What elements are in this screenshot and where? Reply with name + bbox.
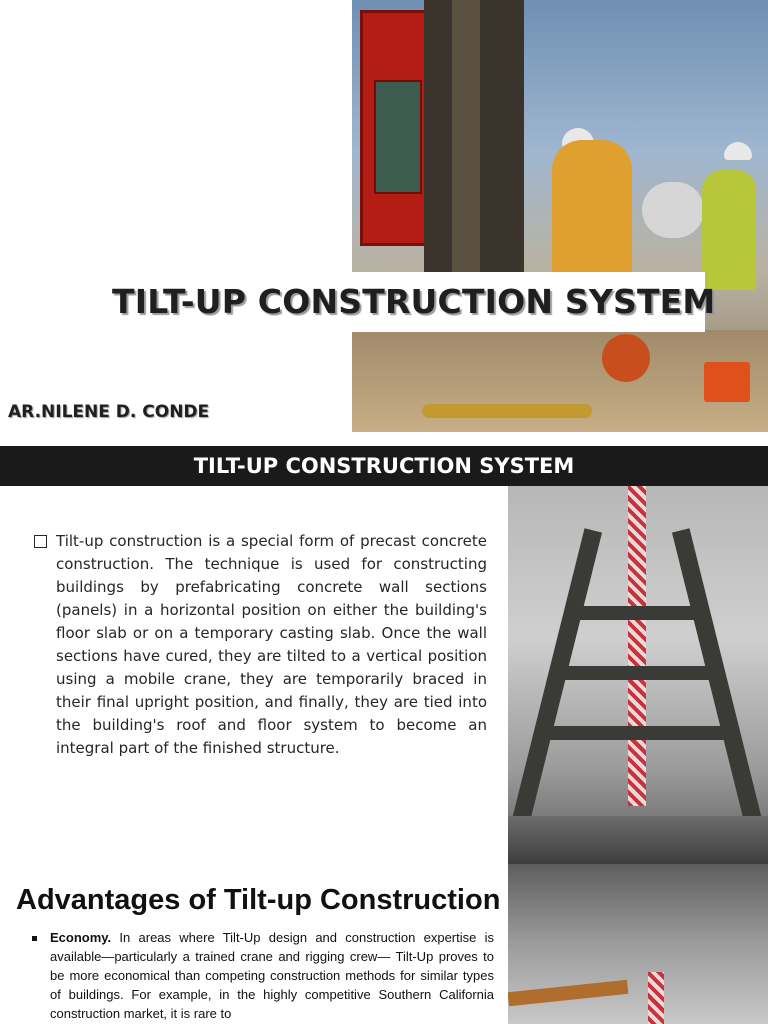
- slide-heading: TILT-UP CONSTRUCTION SYSTEM: [193, 454, 575, 478]
- wet-ground-shape: [508, 816, 768, 864]
- advantages-heading: Advantages of Tilt-up Construction: [16, 884, 501, 916]
- frame-beam-shape: [538, 726, 734, 740]
- construction-site-photo: [352, 0, 768, 432]
- frame-beam-shape: [556, 666, 716, 680]
- hose-shape: [422, 404, 592, 418]
- worker-shape: [702, 170, 756, 290]
- toolbox-shape: [704, 362, 750, 402]
- economy-paragraph: [50, 928, 494, 1023]
- advantages-slide: [0, 864, 768, 1024]
- frame-beam-shape: [570, 606, 702, 620]
- definition-slide: [0, 432, 768, 864]
- panel-edge-shape: [452, 0, 480, 290]
- definition-paragraph: Tilt-up construction is a special form of precast concrete construction. The technique is used for constructing buildings by prefabricating concrete wall sections (panels) in a horizontal position on either the building's floor slab or on a temporary casting slab. Once the wall sections have cured, they are tilted to a vertical position using a mobile crane, they are temporarily braced in their final upright position, and finally, they are tied into the building's roof and floor system to become an integral part of the finished structure.: [56, 532, 487, 757]
- crane-rigging-photo: [508, 864, 768, 1024]
- rigging-shape: [508, 980, 628, 1006]
- author-name: AR.NILENE D. CONDE: [8, 402, 210, 422]
- worker-helmet-shape: [724, 142, 752, 160]
- economy-label: Economy.: [50, 930, 112, 945]
- economy-text: In areas where Tilt-Up design and construction expertise is available—particularly a trained crane and rigging crew— Tilt-Up proves to be more economical than competing construction methods for similar types of buildings. For example, in the highly competitive Southern California construction market, it is rare to: [50, 930, 494, 1021]
- title-slide: [0, 0, 768, 432]
- square-bullet-icon: [32, 936, 37, 941]
- crane-window-shape: [374, 80, 422, 194]
- crane-boom-shape: [628, 486, 646, 806]
- tilt-up-panel-photo: [508, 486, 768, 864]
- worker-shape: [552, 140, 632, 290]
- saw-shape: [602, 334, 650, 382]
- checkbox-bullet-icon: [34, 535, 47, 548]
- crane-boom-shape: [648, 972, 664, 1024]
- slide-title: TILT-UP CONSTRUCTION SYSTEM: [112, 282, 716, 321]
- cement-mixer-shape: [642, 182, 704, 238]
